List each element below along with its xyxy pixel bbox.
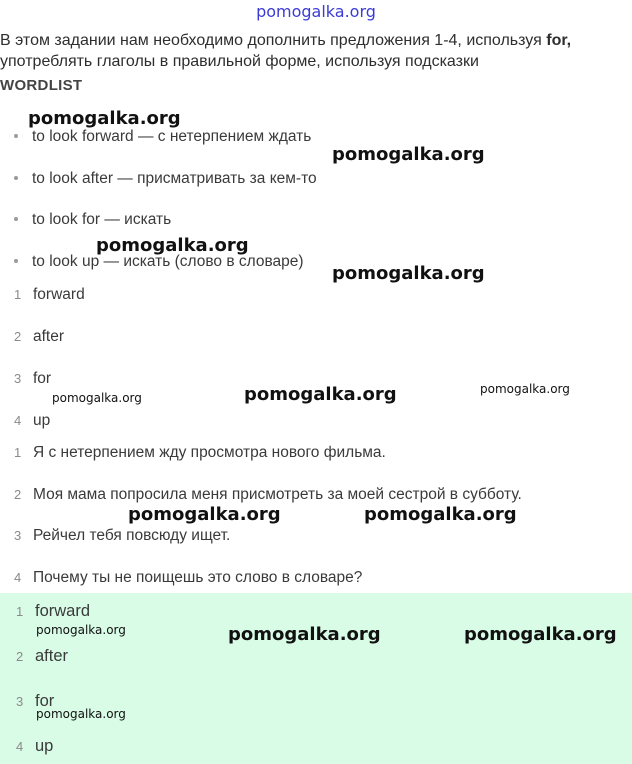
watermark: pomogalka.org: [364, 504, 517, 525]
intro-sentence: В этом задании нам необходимо дополнить предложения 1-4, используя: [0, 32, 547, 49]
item-number: 2: [14, 329, 22, 344]
intro-bold-word: for,: [546, 32, 572, 49]
bullet-icon: [14, 176, 18, 180]
item-number: 3: [16, 694, 24, 709]
watermark: pomogalka.org: [36, 707, 126, 721]
answer-list-item: 1 forward: [14, 286, 85, 303]
wordlist-item: to look forward — с нетерпением ждать: [14, 128, 311, 146]
translation-item: 2 Моя мама попросила меня присмотреть за моей сестрой в субботу.: [14, 486, 522, 503]
item-number: 1: [14, 287, 22, 302]
translation-item: 3 Рейчел тебя повсюду ищет.: [14, 527, 231, 544]
watermark: pomogalka.org: [52, 391, 142, 405]
watermark: pomogalka.org: [464, 624, 617, 645]
item-number: 1: [16, 604, 24, 619]
intro-cut-line: [0, 53, 632, 70]
item-number: 3: [14, 371, 22, 386]
wordlist-item: to look for — искать: [14, 211, 171, 229]
watermark: pomogalka.org: [244, 384, 397, 405]
answer-list-item: 2 after: [14, 328, 65, 345]
translation-item: 4 Почему ты не поищешь это слово в словаре?: [14, 569, 363, 586]
watermark: pomogalka.org: [332, 263, 485, 284]
watermark: pomogalka.org: [96, 235, 249, 256]
watermark: pomogalka.org: [28, 108, 181, 129]
watermark: pomogalka.org: [36, 623, 126, 637]
final-answer-item: 1 forward: [16, 602, 91, 620]
bullet-icon: [14, 259, 18, 263]
wordlist-item: to look after — присматривать за кем-то: [14, 170, 317, 188]
final-answer-item: 2 after: [16, 647, 69, 665]
item-number: 3: [14, 528, 22, 543]
final-answer-item: 4 up: [16, 737, 54, 755]
answer-box: [0, 593, 632, 764]
answer-list-item: 3 for: [14, 370, 52, 387]
item-number: 2: [16, 649, 24, 664]
intro-text: [0, 32, 571, 50]
watermark: pomogalka.org: [128, 504, 281, 525]
bullet-icon: [14, 134, 18, 138]
translation-item: 1 Я с нетерпением жду просмотра нового фильма.: [14, 444, 386, 461]
item-number: 2: [14, 487, 22, 502]
answer-list-item: 4 up: [14, 412, 51, 429]
intro-cut-text: употреблять глаголы в правильной форме, используя подсказки: [0, 53, 479, 70]
item-number: 4: [16, 739, 24, 754]
watermark: pomogalka.org: [228, 624, 381, 645]
item-number: 4: [14, 413, 22, 428]
wordlist-item: to look up — искать (слово в словаре): [14, 253, 304, 271]
wordlist-heading: WORDLIST: [0, 77, 83, 94]
final-answer-item: 3 for: [16, 692, 55, 710]
item-number: 4: [14, 570, 22, 585]
site-title-link[interactable]: pomogalka.org: [256, 2, 376, 21]
bullet-icon: [14, 217, 18, 221]
watermark: pomogalka.org: [332, 144, 485, 165]
watermark: pomogalka.org: [480, 382, 570, 396]
item-number: 1: [14, 445, 22, 460]
